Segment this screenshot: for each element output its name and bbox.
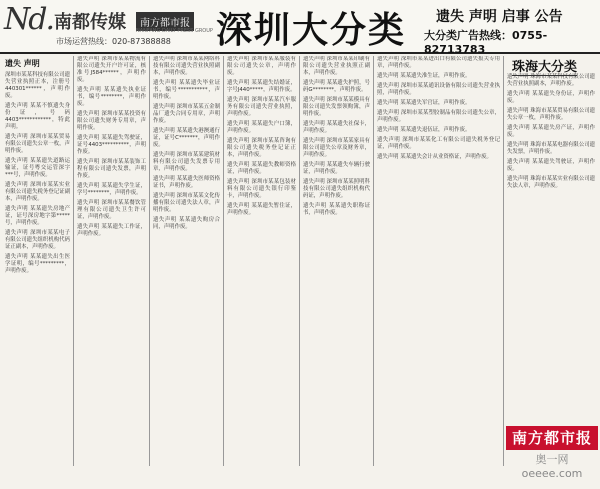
sub-logo: 南方都市报 xyxy=(136,12,194,31)
ad-paragraph: 遗失声明 某某遗失工作证，声明作废。 xyxy=(77,224,146,237)
ad-column-3 xyxy=(150,56,224,466)
zhuhai-section-title: 珠海大分类 xyxy=(512,56,577,76)
ad-paragraph: 深圳市某某科技有限公司遗失营业执照正本，注册号440301******，声明作废。 xyxy=(5,72,70,99)
ad-column-zhuhai xyxy=(504,56,598,466)
ad-paragraph: 遗失声明 深圳市某某进出口有限公司遗失报关专用章，声明作废。 xyxy=(377,56,500,69)
ad-column-1 xyxy=(2,56,74,466)
ad-paragraph: 遗失声明 某某遗失出生医学证明，编号*********，声明作废。 xyxy=(5,254,70,274)
ad-paragraph: 遗失声明 某某遗失军官证，声明作废。 xyxy=(377,100,471,106)
ad-paragraph: 遗失声明 深圳市某某文化传播有限公司遗失法人章，声明作废。 xyxy=(153,193,220,213)
ad-paragraph: 遗失声明 珠海市某某电器有限公司遗失发票，声明作废。 xyxy=(507,142,595,155)
ad-paragraph: 遗失声明 深圳市某某印刷有限公司遗失营业执照正副本，声明作废。 xyxy=(303,56,370,76)
ad-paragraph: 遗失声明 深圳市某某五金制品厂遗失合同专用章，声明作废。 xyxy=(153,104,220,124)
ad-paragraph: 遗失声明 某某遗失购房合同，声明作废。 xyxy=(153,217,220,230)
ad-paragraph: 遗失声明 某某遗失港澳通行证，证号C*******，声明作废。 xyxy=(153,128,220,148)
ad-paragraph: 遗失声明 某某遗失驾驶证，声明作废。 xyxy=(507,159,595,172)
ad-paragraph: 遗失声明 某某遗失身份证，声明作废。 xyxy=(507,91,595,104)
brand-watermark-sub: 奥一网 oeeee.com xyxy=(506,451,598,469)
ad-paragraph: 遗失声明 深圳市某某物流有限公司遗失开户许可证，核准号J584******，声明作废。 xyxy=(77,56,146,83)
ad-paragraph: 遗失声明 深圳市某某电子有限公司遗失组织机构代码证正副本，声明作废。 xyxy=(5,230,70,250)
ad-paragraph: 遗失声明 珠海市某某实业有限公司遗失法人章，声明作废。 xyxy=(507,176,595,189)
ad-paragraph: 遗失声明 某某遗失社保卡，声明作废。 xyxy=(303,121,370,134)
ad-paragraph: 遗失声明 深圳市某某通讯设备有限公司遗失营业执照，声明作废。 xyxy=(377,83,500,96)
ad-paragraph: 遗失声明 某某遗失准生证，声明作废。 xyxy=(377,73,471,79)
ad-paragraph: 遗失声明 深圳市某某贸易有限公司遗失公章一枚，声明作废。 xyxy=(5,134,70,154)
ad-paragraph: 遗失声明 某某遗失退伍证，声明作废。 xyxy=(377,127,471,133)
ad-paragraph: 遗失声明 某某遗失会计从业资格证，声明作废。 xyxy=(377,154,492,160)
logo-mark: Nd. xyxy=(4,2,53,37)
ad-paragraph: 遗失声明 某某遗失驾驶证，证号4403**********，声明作废。 xyxy=(77,135,146,155)
masthead xyxy=(0,0,600,54)
ad-paragraph: 遗失声明 深圳市某某包装材料有限公司遗失银行印鉴卡，声明作废。 xyxy=(227,179,296,199)
sub-logo-caption: NANFANG DAILY PRESS GROUP xyxy=(136,28,213,34)
column-head: 遗失 声明 xyxy=(5,59,40,68)
ad-paragraph: 遗失声明 深圳市某某装饰工程有限公司遗失发票，声明作废。 xyxy=(77,159,146,179)
ad-column-6 xyxy=(374,56,504,466)
ad-paragraph: 遗失声明 深圳市某某家具有限公司遗失公章及财务章，声明作废。 xyxy=(303,138,370,158)
ad-column-4 xyxy=(224,56,300,466)
ad-paragraph: 遗失声明 深圳市某某汽车服务有限公司遗失营业执照，声明作废。 xyxy=(227,97,296,117)
ad-paragraph: 遗失声明 深圳市某某咨询有限公司遗失税务登记证正本，声明作废。 xyxy=(227,138,296,158)
page-title: 深圳大分类 xyxy=(216,10,407,51)
ad-column-2 xyxy=(74,56,150,466)
ad-paragraph: 遗失声明 某某不慎遗失身份证，号码4403************，特此声明。 xyxy=(5,103,70,130)
ad-line: 市场运营热线：020-87388888 xyxy=(56,37,171,46)
ad-paragraph: 遗失声明 深圳市某某网络科技有限公司遗失营业执照副本，声明作废。 xyxy=(153,56,220,76)
ad-paragraph: 遗失声明 某某遗失教师资格证，声明作废。 xyxy=(227,162,296,175)
ad-paragraph: 遗失声明 某某遗失道路运输证，证号粤交运管深字***号，声明作废。 xyxy=(5,158,70,178)
ad-paragraph: 遗失声明 珠海市某某贸易有限公司遗失公章一枚，声明作废。 xyxy=(507,108,595,121)
ad-paragraph: 遗失声明 深圳市某某餐饮管理有限公司遗失卫生许可证，声明作废。 xyxy=(77,200,146,220)
brand-watermark: 南方都市报 xyxy=(506,426,598,450)
ad-paragraph: 遗失声明 某某遗失学生证，学号********，声明作废。 xyxy=(77,183,146,196)
ad-paragraph: 遗失声明 某某遗失车辆行驶证，声明作废。 xyxy=(303,162,370,175)
ad-paragraph: 遗失声明 深圳市某某服装有限公司遗失公章，声明作废。 xyxy=(227,56,296,76)
ad-paragraph: 遗失声明 深圳市某某照明科技有限公司遗失组织机构代码证，声明作废。 xyxy=(303,179,370,199)
ad-paragraph: 遗失声明 某某遗失职称证书，声明作废。 xyxy=(303,203,370,216)
hotline: 大分类广告热线：0755-82713783 xyxy=(424,29,548,56)
ad-paragraph: 遗失声明 深圳市某某塑胶制品有限公司遗失公章，声明作废。 xyxy=(377,110,500,123)
ad-paragraph: 遗失声明 珠海市某某科技有限公司遗失营业执照副本，声明作废。 xyxy=(507,74,595,87)
ad-paragraph: 遗失声明 某某遗失执业证书，编号********，声明作废。 xyxy=(77,87,146,107)
content-area xyxy=(2,56,598,486)
ad-paragraph: 遗失声明 某某遗失结婚证，字号J440*****，声明作废。 xyxy=(227,80,296,93)
logo-text: 南都传媒 xyxy=(54,12,126,33)
ad-paragraph: 遗失声明 某某遗失医师资格证书，声明作废。 xyxy=(153,176,220,189)
ad-paragraph: 遗失声明 某某遗失房地产证，证号深房地字第*****号，声明作废。 xyxy=(5,206,70,226)
ad-paragraph: 遗失声明 某某遗失毕业证书，编号***********，声明作废。 xyxy=(153,80,220,100)
ad-paragraph: 遗失声明 某某遗失护照，号码G********，声明作废。 xyxy=(303,80,370,93)
ad-paragraph: 遗失声明 深圳市某某化工有限公司遗失税务登记证，声明作废。 xyxy=(377,137,500,150)
notice-title: 遗失 声明 启事 公告 xyxy=(436,9,563,25)
ad-column-5 xyxy=(300,56,374,466)
ad-paragraph: 遗失声明 某某遗失暂住证，声明作废。 xyxy=(227,203,296,216)
ad-paragraph: 遗失声明 深圳市某某实业有限公司遗失税务登记证副本，声明作废。 xyxy=(5,182,70,202)
ad-paragraph: 遗失声明 某某遗失房产证，声明作废。 xyxy=(507,125,595,138)
ad-paragraph: 遗失声明 深圳市某某投资有限公司遗失财务专用章，声明作废。 xyxy=(77,111,146,131)
ad-paragraph: 遗失声明 某某遗失户口簿，声明作废。 xyxy=(227,121,296,134)
ad-paragraph: 遗失声明 深圳市某某建筑材料有限公司遗失发票专用章，声明作废。 xyxy=(153,152,220,172)
ad-paragraph: 遗失声明 深圳市某某模具有限公司遗失发票领购簿，声明作废。 xyxy=(303,97,370,117)
